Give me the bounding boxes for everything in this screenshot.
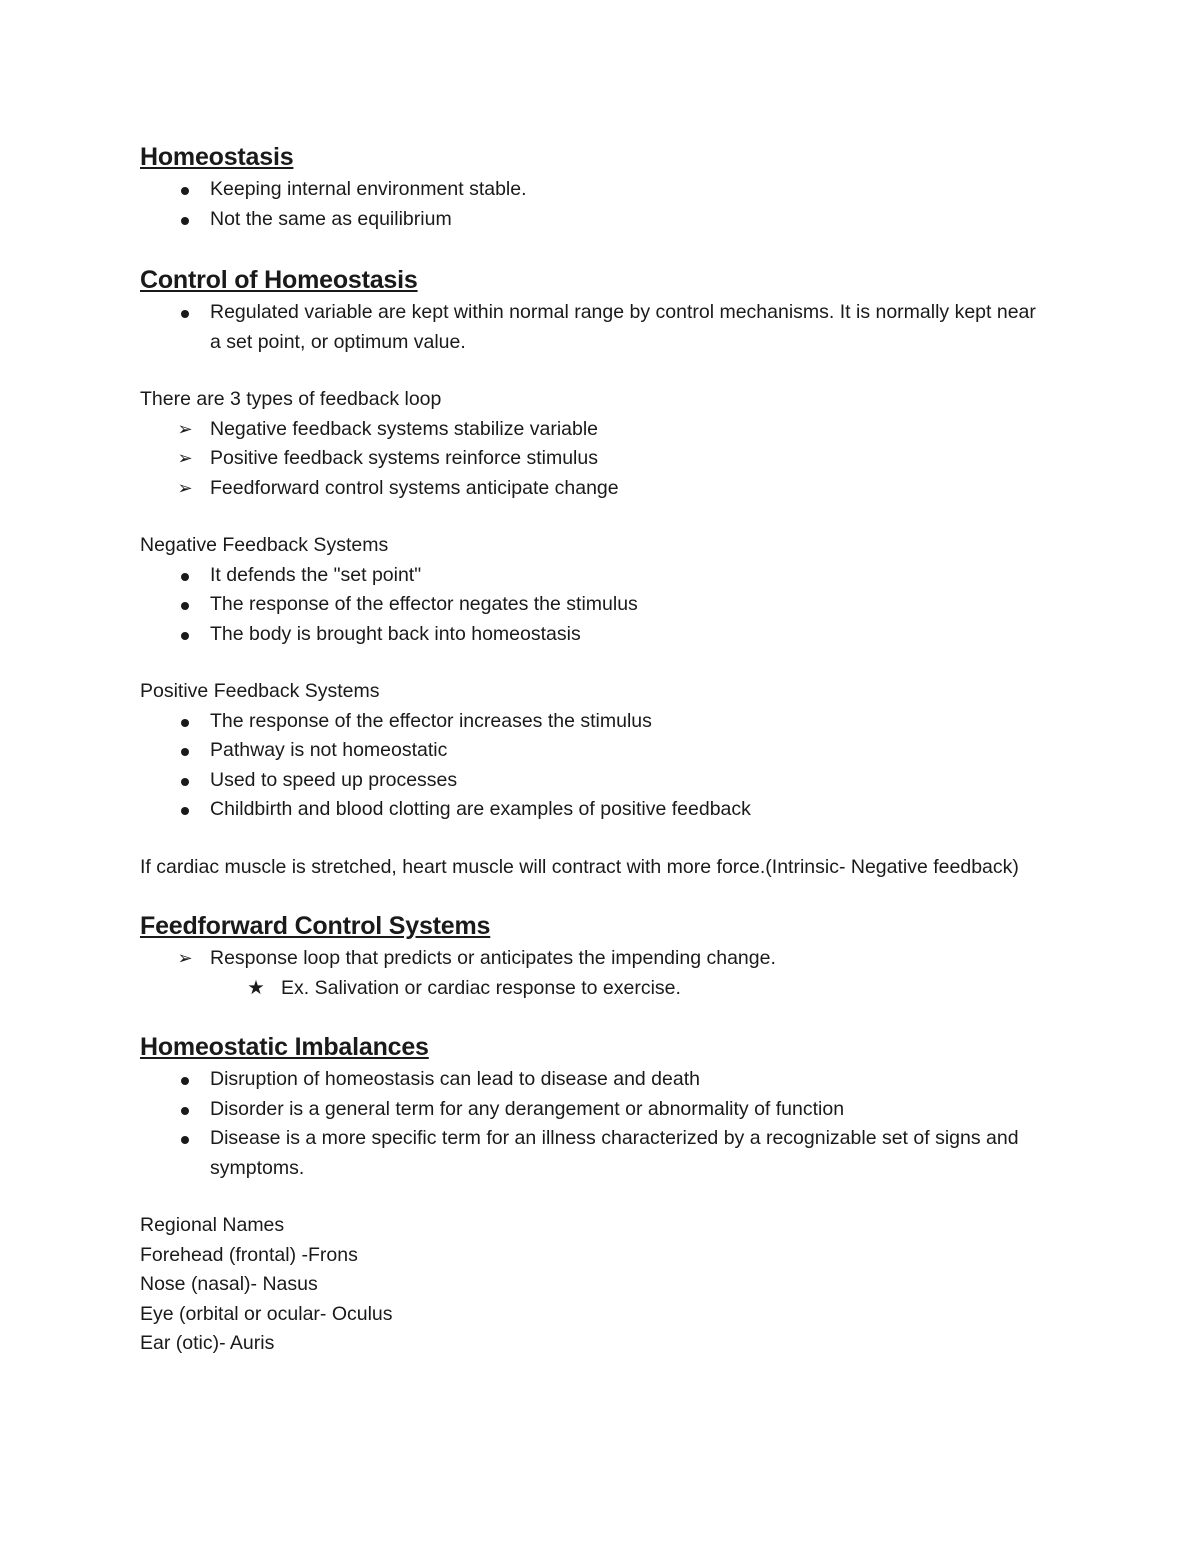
bullet-icon	[175, 620, 195, 650]
list-item: Pathway is not homeostatic	[140, 736, 1040, 766]
star-icon: ★	[247, 976, 265, 999]
bullet-icon	[175, 1065, 195, 1095]
list-item: Disruption of homeostasis can lead to disease and death	[140, 1065, 1040, 1095]
bullet-icon	[175, 766, 195, 796]
regional-name-line: Forehead (frontal) -Frons	[140, 1243, 358, 1266]
negative-feedback-title: Negative Feedback Systems	[140, 534, 389, 556]
regional-name-line: Eye (orbital or ocular- Oculus	[140, 1302, 393, 1325]
bullet-icon	[175, 590, 195, 620]
list-item: The response of the effector negates the stimulus	[140, 590, 1040, 620]
regional-names-title: Regional Names	[140, 1214, 285, 1236]
list-item: The body is brought back into homeostasis	[140, 620, 1040, 650]
list-item: ➢ Positive feedback systems reinforce stimulus	[140, 444, 1040, 474]
bullet-icon	[175, 205, 195, 235]
arrow-bullet-icon: ➢	[177, 948, 193, 968]
list-item: Childbirth and blood clotting are examples of positive feedback	[140, 795, 1040, 825]
arrow-bullet-icon: ➢	[177, 418, 193, 439]
homeostasis-list	[140, 175, 1040, 234]
bullet-icon	[175, 561, 195, 591]
regional-name-line: Nose (nasal)- Nasus	[140, 1273, 318, 1295]
arrow-bullet-icon: ➢	[177, 448, 193, 468]
list-item: Not the same as equilibrium	[140, 205, 1040, 235]
heading-feedforward: Feedforward Control Systems	[140, 912, 491, 940]
bullet-icon	[175, 736, 195, 766]
negative-feedback-list	[140, 561, 1040, 650]
positive-feedback-title: Positive Feedback Systems	[140, 680, 380, 702]
bullet-icon	[175, 795, 195, 825]
control-list	[140, 298, 1040, 357]
bullet-icon	[175, 175, 195, 205]
heading-control-of-homeostasis: Control of Homeostasis	[140, 266, 418, 294]
list-item: Keeping internal environment stable.	[140, 175, 1040, 205]
imbalances-list	[140, 1065, 1040, 1183]
heading-homeostatic-imbalances: Homeostatic Imbalances	[140, 1033, 429, 1061]
list-item: Regulated variable are kept within normal range by control mechanisms. It is normally kept near a set point, or optimum value.	[140, 298, 1040, 357]
list-item: ★ Ex. Salivation or cardiac response to exercise.	[140, 974, 1040, 1004]
list-item: Disorder is a general term for any derangement or abnormality of function	[140, 1095, 1040, 1125]
list-item: Used to speed up processes	[140, 766, 1040, 796]
list-item: ➢ Response loop that predicts or anticipates the impending change.	[140, 944, 1040, 974]
bullet-icon	[175, 1095, 195, 1125]
positive-feedback-list	[140, 707, 1040, 825]
feedback-types-list	[140, 415, 1040, 504]
document-page	[140, 139, 1040, 1359]
arrow-bullet-icon: ➢	[177, 477, 193, 498]
list-item: ➢ Negative feedback systems stabilize variable	[140, 415, 1040, 445]
feedback-intro: There are 3 types of feedback loop	[140, 388, 442, 410]
feedforward-list	[140, 944, 1040, 1003]
bullet-icon	[175, 1124, 195, 1154]
list-item: It defends the "set point"	[140, 561, 1040, 591]
regional-name-line: Ear (otic)- Auris	[140, 1332, 275, 1354]
bullet-icon	[175, 707, 195, 737]
list-item: ➢ Feedforward control systems anticipate change	[140, 474, 1040, 504]
cardiac-paragraph: If cardiac muscle is stretched, heart muscle will contract with more force.(Intrinsic- Negative feedback)	[140, 855, 1019, 878]
bullet-icon	[175, 298, 195, 328]
list-item: Disease is a more specific term for an illness characterized by a recognizable set of signs and symptoms.	[140, 1124, 1040, 1183]
list-item: The response of the effector increases the stimulus	[140, 707, 1040, 737]
heading-homeostasis: Homeostasis	[140, 143, 294, 171]
